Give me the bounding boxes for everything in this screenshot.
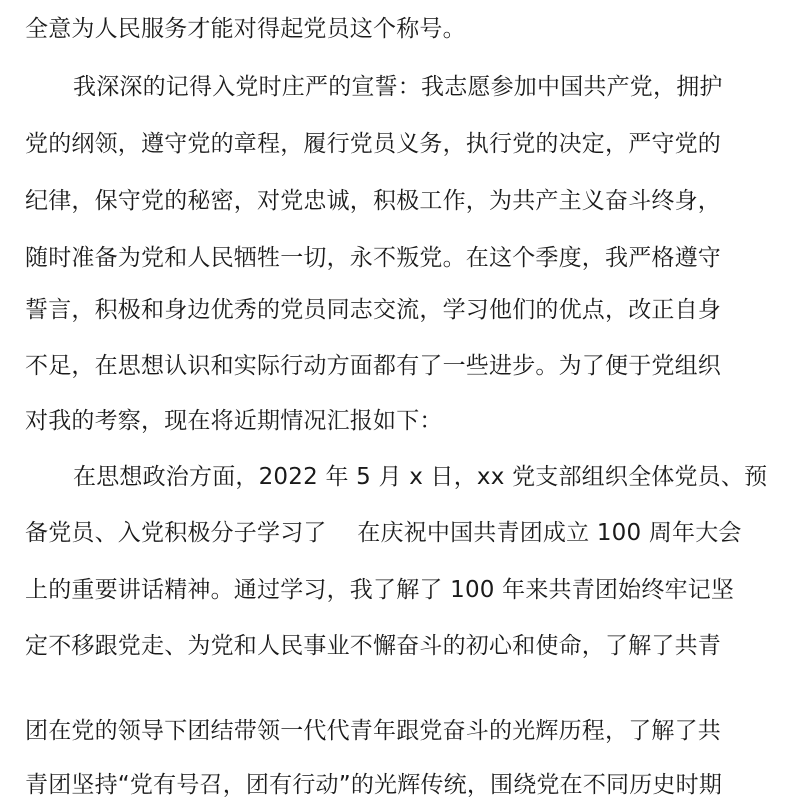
text-line-2: 我深深的记得入党时庄严的宣誓：我志愿参加中国共产党，拥护 (73, 74, 723, 100)
text-line-10: 备党员、入党积极分子学习了 在庆祝中国共青团成立 100 周年大会 (25, 520, 742, 546)
text-line-6: 誓言，积极和身边优秀的党员同志交流，学习他们的优点，改正自身 (25, 297, 721, 323)
text-line-8: 对我的考察，现在将近期情况汇报如下： (25, 408, 443, 434)
text-line-14: 青团坚持“党有号召，团有行动”的光辉传统，围绕党在不同历史时期 (25, 772, 723, 798)
text-line-3: 党的纲领，遵守党的章程，履行党员义务，执行党的决定，严守党的 (25, 131, 721, 157)
text-line-5: 随时准备为党和人民牺牲一切，永不叛党。在这个季度，我严格遵守 (25, 245, 721, 271)
text-line-1: 全意为人民服务才能对得起党员这个称号。 (25, 16, 466, 42)
text-line-9: 在思想政治方面，2022 年 5 月 x 日，xx 党支部组织全体党员、预 (73, 464, 768, 490)
text-line-11: 上的重要讲话精神。通过学习，我了解了 100 年来共青团始终牢记坚 (25, 577, 735, 603)
text-line-7: 不足，在思想认识和实际行动方面都有了一些进步。为了便于党组织 (25, 353, 721, 379)
text-line-12: 定不移跟党走、为党和人民事业不懈奋斗的初心和使命，了解了共青 (25, 633, 721, 659)
text-line-13: 团在党的领导下团结带领一代代青年跟党奋斗的光辉历程，了解了共 (25, 718, 721, 744)
text-line-4: 纪律，保守党的秘密，对党忠诚，积极工作，为共产主义奋斗终身， (25, 188, 721, 214)
